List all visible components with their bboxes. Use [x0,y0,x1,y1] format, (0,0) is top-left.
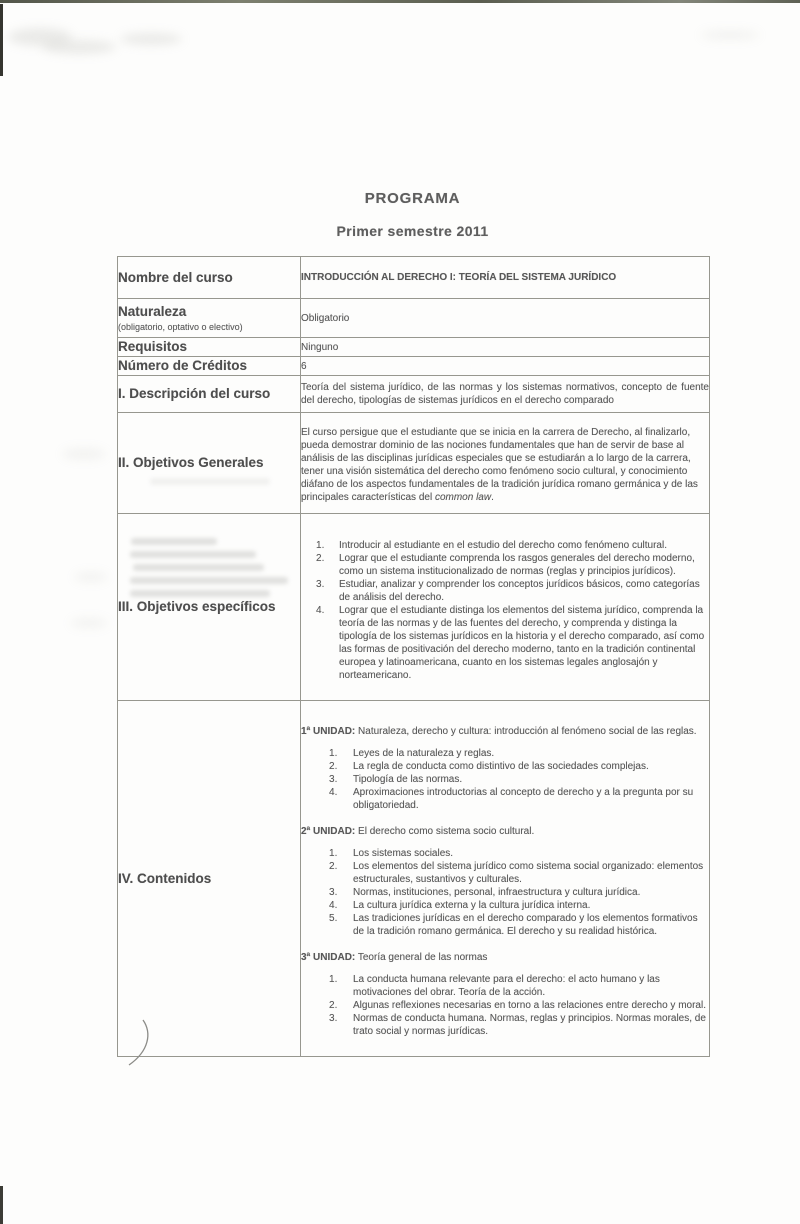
objetivos-generales-suffix: . [491,491,494,503]
row-label: II. Objetivos Generales [118,413,301,514]
unit-number: 1ª UNIDAD: [301,726,356,737]
row-label-main: Naturaleza [118,304,187,320]
row-value [301,701,710,1057]
list-item: Los sistemas sociales. [353,848,454,859]
unit-heading [301,825,709,838]
list-item: Aproximaciones introductorias al concepto de derecho y a la pregunta por su obligatoriedad. [353,787,694,811]
row-label [118,299,301,338]
row-numero-de-creditos [118,357,710,376]
row-value: INTRODUCCIÓN AL DERECHO I: TEORÍA DEL SISTEMA JURÍDICO [301,257,710,299]
row-contenidos [118,701,710,1057]
row-label-sub: (obligatorio, optativo o electivo) [118,321,243,332]
row-label: III. Objetivos específicos [118,514,301,701]
list-item: Las tradiciones jurídicas en el derecho comparado y los elementos formativos de la tradición romano germánica. El derecho y su realidad histórica. [353,913,698,937]
list-item: Lograr que el estudiante distinga los elementos del sistema jurídico, comprenda la teoría de las normas y de las fuentes del derecho, y comprenda y distinga la tipología de los sistemas jurídicos en la historia y el derecho comparado, así como las formas de positivación del derecho moderno, tanto en la tradición continental europea y latinoamericana, cuanto en los sistemas legales anglosajón y norteamericano. [339,604,705,681]
row-label: Número de Créditos [118,357,301,376]
unit-title: Teoría general de las normas [355,952,488,963]
unit-title: Naturaleza, derecho y cultura: introducción al fenómeno social de las reglas. [355,726,697,737]
unit-heading [301,951,709,964]
list-item: Normas de conducta humana. Normas, reglas y principios. Normas morales, de trato social y normas jurídicas. [353,1013,706,1037]
list-item: Estudiar, analizar y comprender los conceptos jurídicos básicos, como categorías de análisis del derecho. [339,578,700,603]
scan-smudge [74,572,108,582]
list-item: La regla de conducta como distintivo de las sociedades complejas. [353,761,649,772]
scan-edge-top [0,0,800,3]
scan-smudge [120,33,182,45]
scan-smudge [62,448,106,460]
scan-smudge [70,618,108,628]
pen-mark-artifact [124,1018,152,1068]
row-value: Obligatorio [301,299,710,338]
syllabus-table [117,256,710,1057]
scan-smudge [42,40,116,54]
row-label: Requisitos [118,338,301,357]
row-label: IV. Contenidos [118,701,301,1057]
unit-list [301,973,709,1038]
unit-number: 3ª UNIDAD: [301,952,356,963]
row-objetivos-generales [118,413,710,514]
list-item: Algunas reflexiones necesarias en torno a las relaciones entre derecho y moral. [353,1000,706,1011]
list-item: Lograr que el estudiante comprenda los rasgos generales del derecho moderno, como un sistema institucionalizado de normas (reglas y principios jurídicos). [339,552,695,577]
objetivos-generales-italic: common law [434,491,492,503]
row-value: Ninguno [301,338,710,357]
row-value: Teoría del sistema jurídico, de las normas y los sistemas normativos, concepto de fuente del derecho, tipologías de sistemas jurídicos en el derecho comparado [301,376,710,413]
unit-3 [301,951,709,1038]
scan-edge-left-bottom [0,1186,3,1224]
unit-list [301,747,709,812]
scan-smudge [700,30,760,40]
row-label: I. Descripción del curso [118,376,301,413]
list-item: Normas, instituciones, personal, infraestructura y cultura jurídica. [353,887,641,898]
document-subtitle: Primer semestre 2011 [336,223,489,239]
objectives-list [301,539,709,682]
list-item: Introducir al estudiante en el estudio del derecho como fenómeno cultural. [339,539,667,551]
row-naturaleza [118,299,710,338]
unit-2 [301,825,709,938]
scan-edge-left-top [0,4,3,76]
list-item: Los elementos del sistema jurídico como sistema social organizado: elementos estructurales, sustantivos y culturales. [353,861,704,885]
row-value [301,413,710,514]
list-item: Tipología de las normas. [353,774,463,785]
unit-number: 2ª UNIDAD: [301,826,356,837]
objetivos-generales-text: El curso persigue que el estudiante que se inicia en la carrera de Derecho, al finalizarlo, pueda demostrar dominio de las nociones fundamentales que han de servir de base al análisis de las disciplinas jurídicas especiales que se estudiarán a lo largo de la carrera, tener una visión sistemática del derecho como fenómeno socio cultural, y conocimiento diáfano de los aspectos fundamentales de la tradición jurídica romano germánica y de las principales características del [301,426,698,503]
row-value [301,514,710,701]
row-objetivos-especificos [118,514,710,701]
row-nombre-del-curso [118,257,710,299]
unit-list [301,847,709,938]
list-item: Leyes de la naturaleza y reglas. [353,748,495,759]
unit-title: El derecho como sistema socio cultural. [355,826,535,837]
row-descripcion-del-curso [118,376,710,413]
list-item: La conducta humana relevante para el derecho: el acto humano y las motivaciones del obrar. Teoría de la acción. [353,974,660,998]
row-value: 6 [301,357,710,376]
document-title: PROGRAMA [364,190,461,207]
row-label: Nombre del curso [118,257,301,299]
unit-heading [301,725,709,738]
list-item: La cultura jurídica externa y la cultura jurídica interna. [353,900,591,911]
row-requisitos [118,338,710,357]
unit-1 [301,725,709,812]
